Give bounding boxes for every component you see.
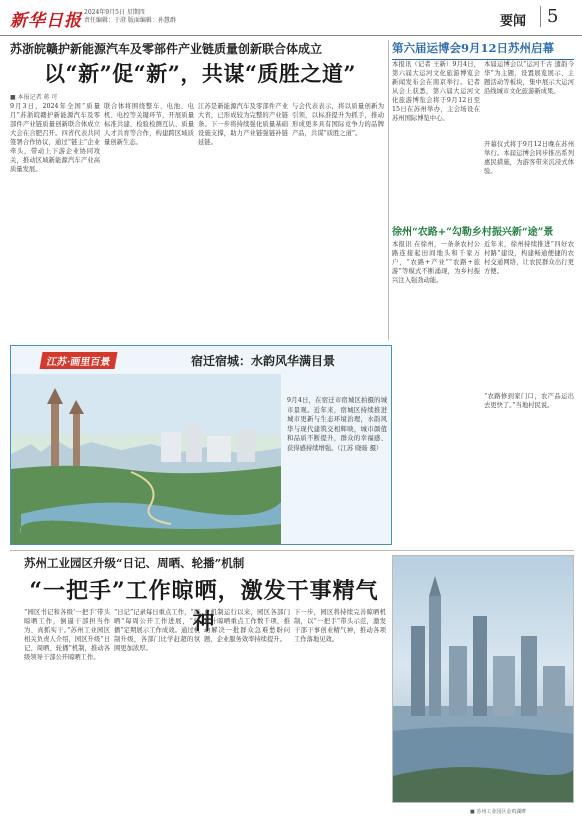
- publication-date: 2024年9月5日 星期四: [84, 9, 145, 16]
- expo-column-2: 本届运博会以“运河千古 遗韵今华”为主题，设置展览展示、主题活动等板块，集中展示大运河沿线城市文化旅游新成果。: [484, 61, 574, 95]
- expo-headline: 第六届运博会9月12日苏州启幕: [392, 40, 574, 60]
- skyline-photo: [392, 555, 574, 803]
- section-divider: [10, 550, 574, 551]
- lead-column-2: 联合体将围绕整车、电池、电机、电控等关键环节，开展质量标准共建、检验检测互认、质量人才共育等合作，构建跨区域质量创新生态。: [104, 103, 194, 146]
- village-column-3: “农路修到家门口，农产品运出去更快了。”当地村民说。: [484, 393, 574, 409]
- feature-headline: “一把手”工作晾晒，激发干事精气神: [29, 578, 379, 635]
- photo-series-tag: 江苏·画里百景: [40, 352, 118, 369]
- expo-column-3: 开幕仪式将于9月12日晚在苏州举行。本届运博会同步推出系列惠民措施，为游客带来沉浸式体验。: [484, 141, 574, 175]
- lead-headline: 以“新”促“新”，共谋“质胜之道”: [44, 61, 356, 86]
- newspaper-logo: 新华日报: [10, 11, 82, 31]
- village-headline: 徐州“农路+”勾勒乡村振兴新“途”景: [392, 227, 554, 238]
- feature-column-1: “园区书记和各级‘一把手’带头晾晒工作，倒逼干部担当作为、真抓实干。”苏州工业园区相关负责人介绍，园区升级“日记、周晒、轮播”机制，推动各级领导干部公开晾晒工作。: [24, 609, 110, 661]
- expo-column-1: 本报讯（记者 王新）9月4日，第六届大运河文化旅游博览会新闻发布会在南京举行。记者从会上获悉，第六届大运河文化旅游博览会将于9月12日至15日在苏州举办，主会场设在苏州国际博览中心。: [392, 61, 480, 122]
- skyline-caption: ■ 苏州工业园区金鸡湖畔: [470, 809, 527, 815]
- feature-sub-headline: 苏州工业园区升级“日记、周晒、轮播”机制: [24, 556, 245, 570]
- photo-title: 宿迁宿城：水韵风华满目景: [191, 354, 336, 368]
- column-divider: [388, 40, 389, 340]
- feature-column-4: 下一步，园区将持续完善晾晒机制，以“一把手”带头示范，激发干部干事创业精气神，推动各项工作落地见效。: [294, 609, 386, 643]
- lead-byline: ■ 本报记者 蒋 可: [10, 94, 58, 101]
- publication-meta: 责任编辑：于澄 版面编辑：孙慧群: [84, 17, 176, 24]
- lead-column-4: 与会代表表示，将以质量创新为引领，以标准提升为抓手，推动形成更多具有国际竞争力的品牌产品，共谋“质胜之道”。: [292, 103, 384, 137]
- lead-column-1: 9月3日，2024年全国“质量月”苏浙皖赣护新能源汽车及零部件产业链质量创新联合体成立大会在合肥召开。四省代表共同签署合作协议，通过“链主”企业牵头，带动上下游企业协同攻关，推动区域新能源汽车产业高质量发展。: [10, 103, 100, 173]
- page-number: 5: [540, 6, 558, 27]
- lead-column-3: 江苏是新能源汽车及零部件产业大省，已形成较为完整的产业链条。下一步将持续强化质量基础设施支撑，助力产业链强链补链延链。: [198, 103, 288, 146]
- section-name: 要闻: [500, 14, 527, 29]
- masthead: [0, 0, 582, 36]
- photo-caption: 9月4日，在宿迁市宿城区拍摄的城市景观。近年来，宿城区持续推进城市更新与生态环境治理，水韵风华与现代建筑交相辉映，城市颜值和品质不断提升，群众的幸福感、获得感持续增强。（江苏 晓旸 摄）: [287, 397, 387, 452]
- city-landscape-photo: [11, 374, 281, 545]
- feature-column-2: “日记”记录每日重点工作，“周晒”每周公开工作进展，“轮播”定期展示工作成效。通过机制升级，各部门比学赶超的氛围更加浓厚。: [114, 609, 200, 652]
- feature-column-3: 自机制运行以来，园区各部门累计晾晒重点工作数千项，推动解决一批群众急难愁盼问题，企业服务效率持续提升。: [204, 609, 290, 643]
- photo-feature: [10, 345, 392, 545]
- village-column-2: 近年来，徐州持续推进“四好农村路”建设，构建畅通便捷的农村交通网络，让农民群众出行更方便。: [484, 241, 574, 275]
- village-column-1: 本报讯 在徐州，一条条农村公路连接起田间地头和千家万户，“农路+产业”“农路+旅游”等模式不断涌现，为乡村振兴注入强劲动能。: [392, 241, 480, 284]
- lead-sub-headline: 苏浙皖赣护新能源汽车及零部件产业链质量创新联合体成立: [10, 42, 323, 56]
